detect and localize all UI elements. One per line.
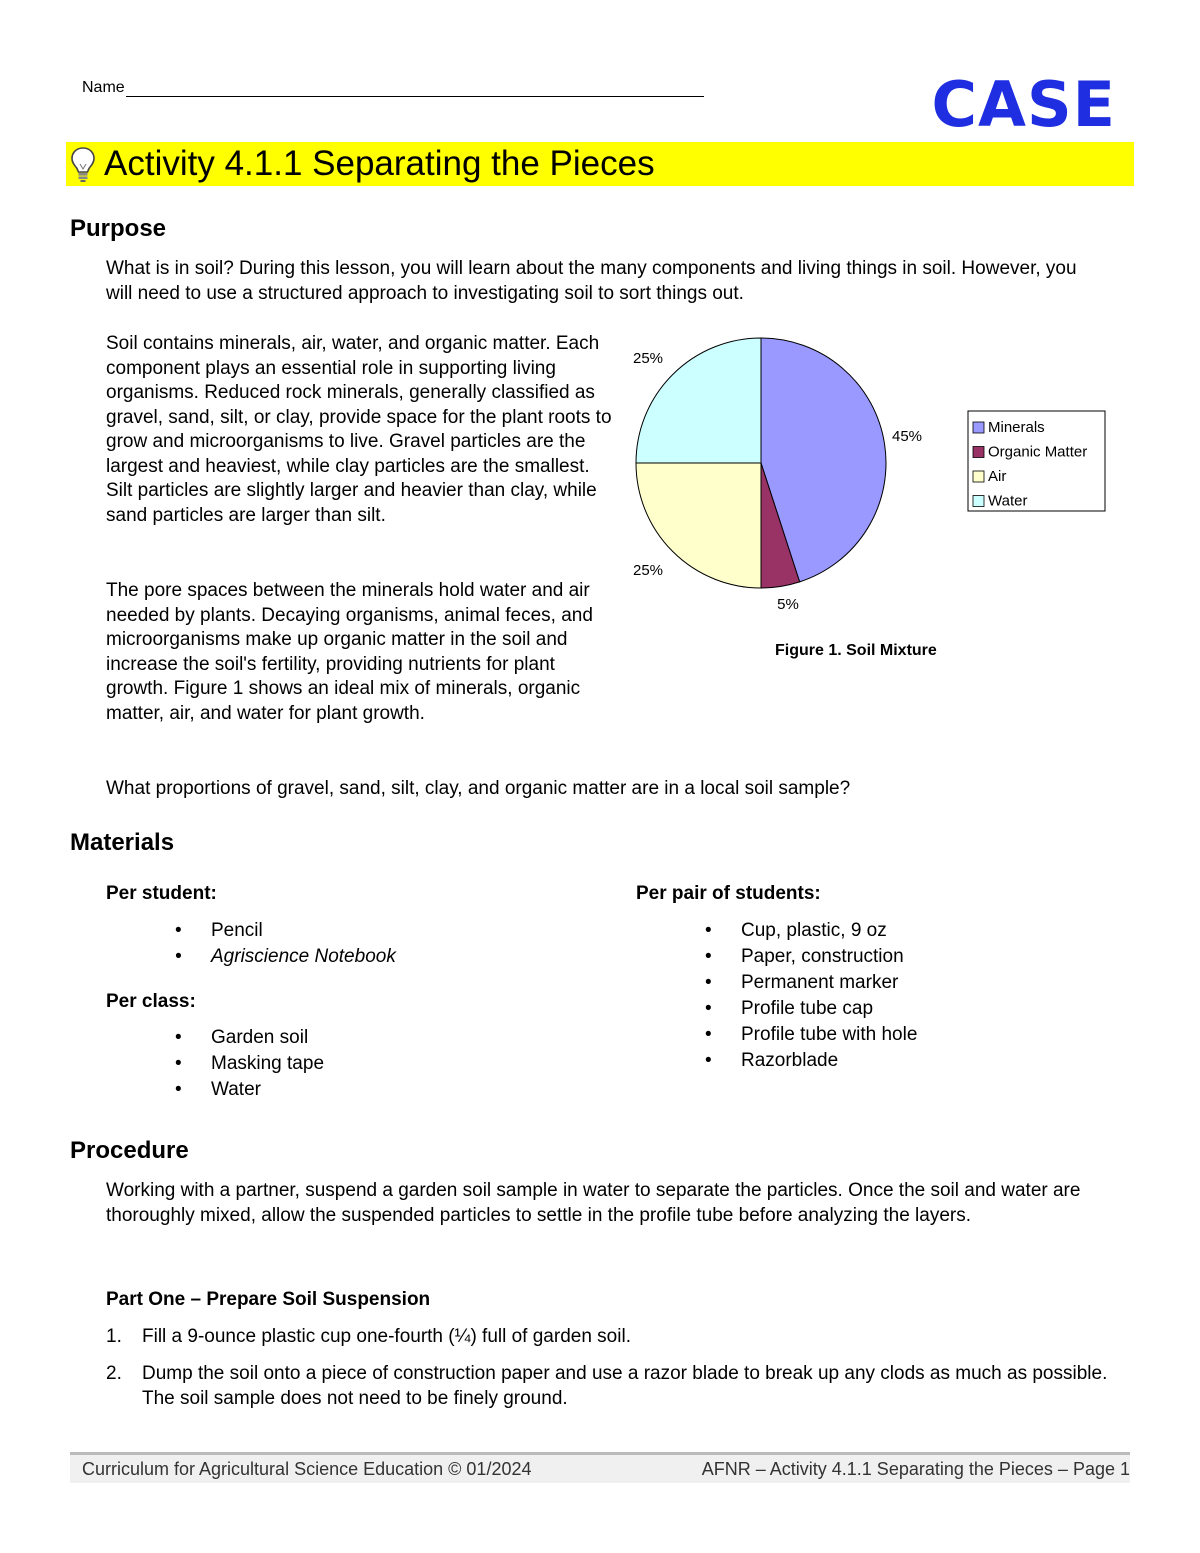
data-label: 5%: [777, 595, 799, 613]
step-text: Dump the soil onto a piece of construction paper and use a razor blade to break up any clods as much as possible. The soil sample does not need to be finely ground.: [142, 1363, 1108, 1409]
step-text: Fill a 9-ounce plastic cup one-fourth (¼) full of garden soil.: [142, 1326, 631, 1347]
lightbulb-icon: [68, 144, 98, 184]
name-line: [126, 78, 704, 97]
soil-mixture-pie-chart: [625, 330, 1115, 620]
purpose-heading: Purpose: [70, 215, 167, 242]
list-item: • Profile tube with hole: [705, 1022, 1105, 1048]
procedure-intro: Working with a partner, suspend a garden soil sample in water to separate the particles. Once the soil and water are thoroughly mixed, allow the suspended particles to settle in the profile tube before analyzing the layers.: [106, 1180, 1081, 1226]
legend-swatch: [973, 471, 984, 482]
procedure-step: [106, 1324, 1126, 1349]
list-item: • Razorblade: [705, 1048, 1105, 1074]
page-title: Activity 4.1.1 Separating the Pieces: [104, 144, 655, 183]
materials-heading: Materials: [70, 829, 175, 856]
list-item: • Garden soil: [175, 1025, 575, 1051]
legend-swatch: [973, 496, 984, 507]
step-number: 1.: [106, 1326, 122, 1347]
case-logo: CASE: [931, 68, 1116, 141]
per-pair-list: [705, 918, 1105, 1074]
title-bar: [66, 142, 1134, 186]
procedure-steps: [106, 1324, 1126, 1423]
figure-caption: Figure 1. Soil Mixture: [775, 642, 937, 659]
list-item: • Permanent marker: [705, 970, 1105, 996]
procedure-step: [106, 1361, 1126, 1411]
purpose-intro: What is in soil? During this lesson, you will learn about the many components and living things in soil. However, you will need to use a structured approach to investigating soil to sort things out.: [106, 258, 1077, 304]
purpose-para-pores: The pore spaces between the minerals hold water and air needed by plants. Decaying organisms, animal feces, and microorganisms make up organic matter in the soil and increase the soil's fertility, providing nutrients for plant growth. Figure 1 shows an ideal mix of minerals, organic matter, air, and water for plant growth.: [106, 580, 593, 724]
per-student-label: Per student:: [106, 883, 217, 904]
list-item: • Profile tube cap: [705, 996, 1105, 1022]
purpose-question: What proportions of gravel, sand, silt, clay, and organic matter are in a local soil sample?: [106, 778, 851, 799]
footer-page-info: AFNR – Activity 4.1.1 Separating the Pieces – Page 1: [701, 1459, 1130, 1479]
legend-entry: Organic Matter: [988, 443, 1088, 461]
name-label: Name: [82, 79, 125, 96]
list-item: • Pencil: [175, 918, 575, 944]
step-number: 2.: [106, 1363, 122, 1384]
per-student-list: [175, 918, 575, 970]
part-one-title: Part One – Prepare Soil Suspension: [106, 1289, 431, 1310]
list-item: • Agriscience Notebook: [175, 944, 575, 970]
legend-swatch: [973, 447, 984, 458]
list-item: • Masking tape: [175, 1051, 575, 1077]
name-field: [82, 78, 704, 97]
data-label: 25%: [632, 561, 664, 579]
per-pair-label: Per pair of students:: [636, 883, 821, 904]
legend-swatch: [973, 422, 984, 433]
list-item: • Water: [175, 1077, 575, 1103]
per-class-list: [175, 1025, 575, 1103]
legend-entry: Minerals: [988, 418, 1045, 436]
footer-copyright: Curriculum for Agricultural Science Education © 01/2024: [82, 1459, 532, 1479]
data-label: 25%: [632, 349, 664, 367]
legend-entry: Air: [988, 467, 1007, 485]
procedure-heading: Procedure: [70, 1137, 189, 1164]
list-item: • Cup, plastic, 9 oz: [705, 918, 1105, 944]
list-item: • Paper, construction: [705, 944, 1105, 970]
data-label: 45%: [891, 427, 923, 445]
per-class-label: Per class:: [106, 991, 196, 1012]
purpose-para-minerals: Soil contains minerals, air, water, and organic matter. Each component plays an essential role in supporting living organisms. Reduced rock minerals, generally classified as gravel, sand, silt, or clay, provide space for the plant roots to grow and microorganisms to live. Gravel particles are the largest and heaviest, while clay particles are the smallest. Silt particles are slightly larger and heavier than clay, while sand particles are larger than silt.: [106, 333, 612, 526]
legend-entry: Water: [988, 492, 1028, 510]
